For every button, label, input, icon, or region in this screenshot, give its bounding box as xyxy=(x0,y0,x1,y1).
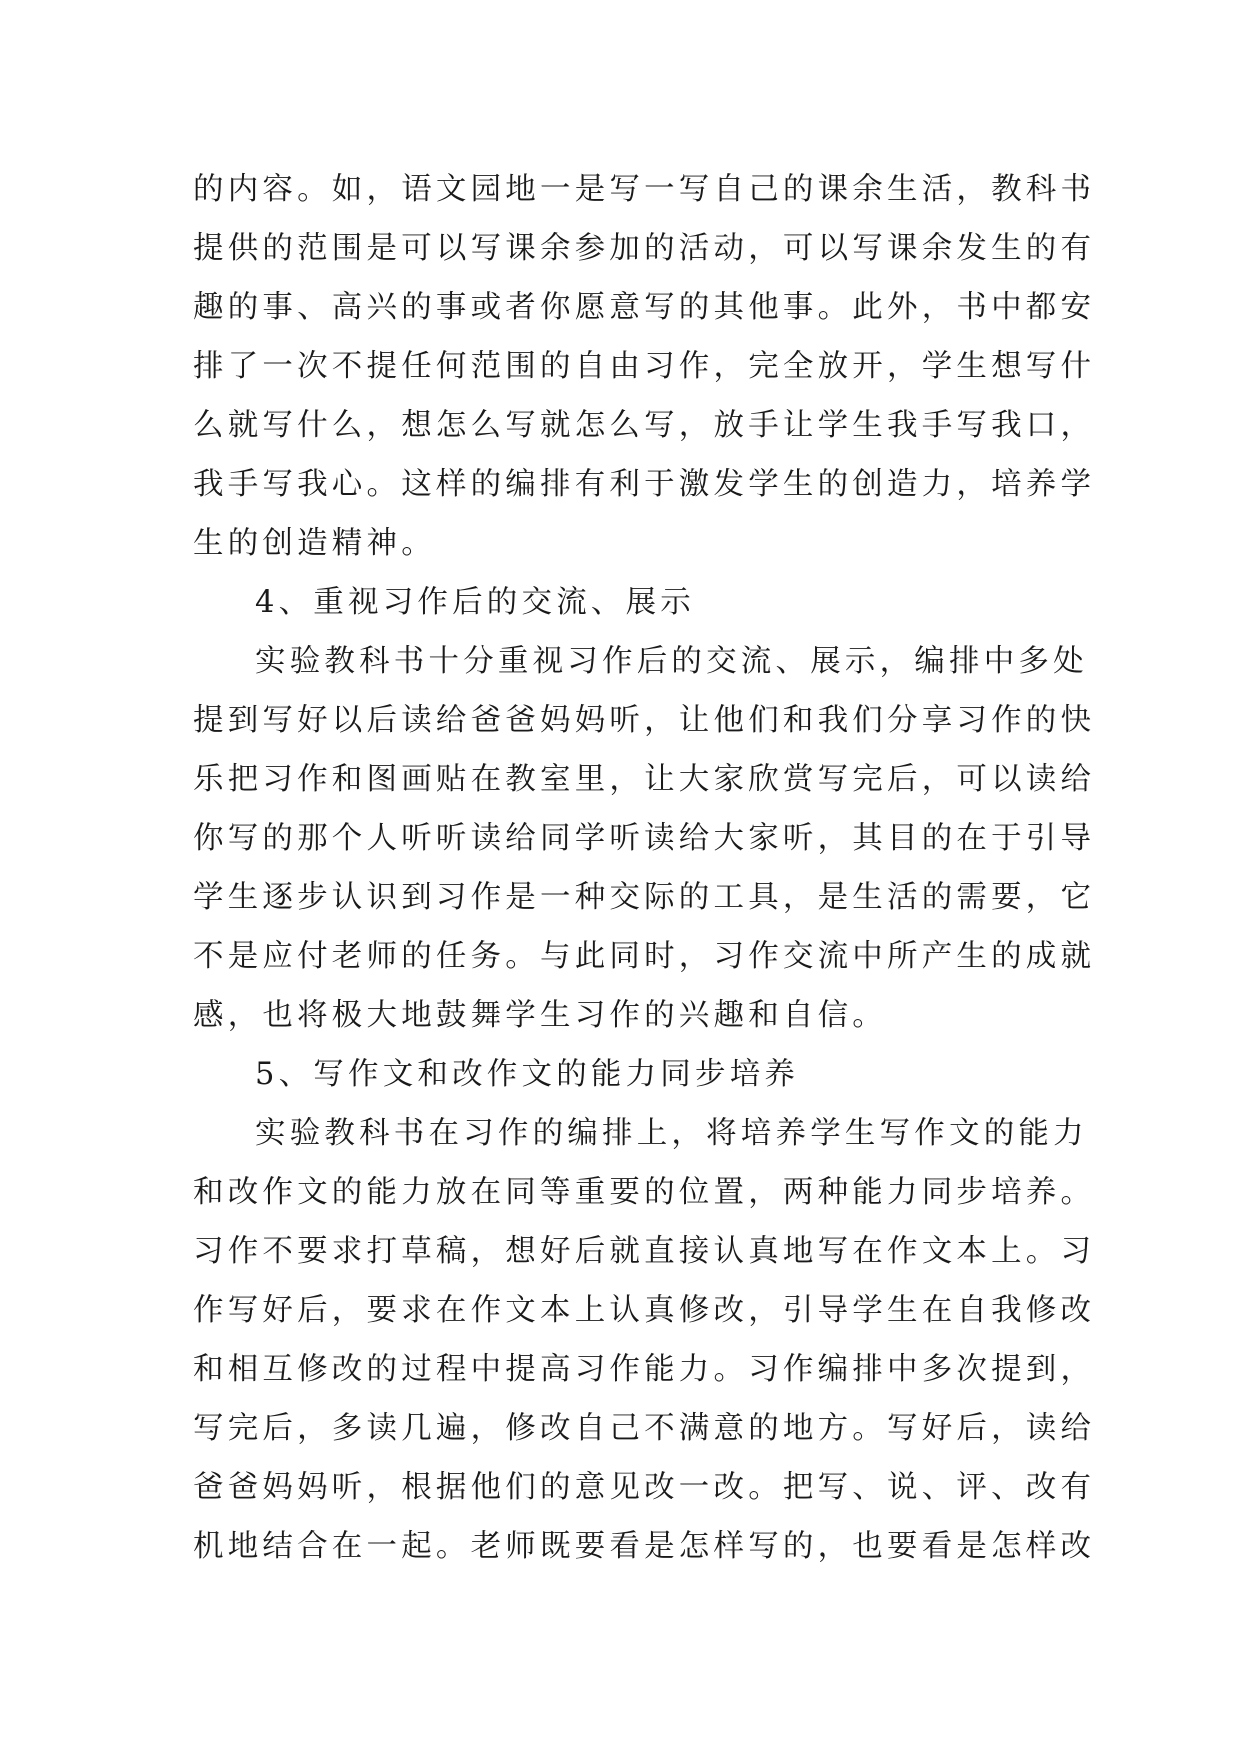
text-line: 我手写我心。这样的编排有利于激发学生的创造力，培养学 xyxy=(193,467,1096,502)
text-line: 习作不要求打草稿，想好后就直接认真地写在作文本上。习 xyxy=(193,1234,1096,1269)
text-line: 爸爸妈妈听，根据他们的意见改一改。把写、说、评、改有 xyxy=(193,1470,1096,1505)
text-line: 的内容。如，语文园地一是写一写自己的课余生活，教科书 xyxy=(193,172,1096,207)
text-line: 不是应付老师的任务。与此同时，习作交流中所产生的成就 xyxy=(193,939,1096,974)
text-line: 和改作文的能力放在同等重要的位置，两种能力同步培养。 xyxy=(193,1175,1096,1210)
text-line: 排了一次不提任何范围的自由习作，完全放开，学生想写什 xyxy=(193,349,1096,384)
document-body xyxy=(193,160,1096,1576)
text-line: 学生逐步认识到习作是一种交际的工具，是生活的需要，它 xyxy=(193,880,1096,915)
text-line: 机地结合在一起。老师既要看是怎样写的，也要看是怎样改 xyxy=(193,1529,1096,1564)
text-line: 写完后，多读几遍，修改自己不满意的地方。写好后，读给 xyxy=(193,1411,1096,1446)
paragraph-first-line: 实验教科书在习作的编排上，将培养学生写作文的能力 xyxy=(255,1116,1088,1151)
text-line: 和相互修改的过程中提高习作能力。习作编排中多次提到， xyxy=(193,1352,1096,1387)
text-line: 提供的范围是可以写课余参加的活动，可以写课余发生的有 xyxy=(193,231,1096,266)
text-line: 你写的那个人听听读给同学听读给大家听，其目的在于引导 xyxy=(193,821,1096,856)
text-line: 么就写什么，想怎么写就怎么写，放手让学生我手写我口， xyxy=(193,408,1096,443)
text-line: 趣的事、高兴的事或者你愿意写的其他事。此外，书中都安 xyxy=(193,290,1096,325)
section-heading: 4、重视习作后的交流、展示 xyxy=(255,585,696,620)
section-heading: 5、写作文和改作文的能力同步培养 xyxy=(255,1057,800,1092)
paragraph-first-line: 实验教科书十分重视习作后的交流、展示，编排中多处 xyxy=(255,644,1088,679)
text-line: 乐把习作和图画贴在教室里，让大家欣赏写完后，可以读给 xyxy=(193,762,1096,797)
text-line: 提到写好以后读给爸爸妈妈听，让他们和我们分享习作的快 xyxy=(193,703,1096,738)
text-line: 作写好后，要求在作文本上认真修改，引导学生在自我修改 xyxy=(193,1293,1096,1328)
text-line: 生的创造精神。 xyxy=(193,526,436,561)
text-line: 感，也将极大地鼓舞学生习作的兴趣和自信。 xyxy=(193,998,887,1033)
